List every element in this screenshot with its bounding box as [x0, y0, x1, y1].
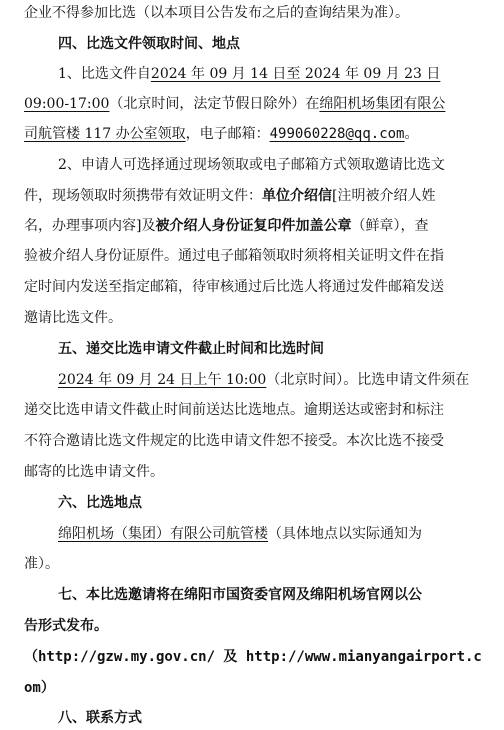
body-line: 定时间内发送至指定邮箱，待审核通过后比选人将通过发件邮箱发送 — [24, 279, 444, 295]
text-span: （北京时间，法定节假日除外）在 — [109, 96, 320, 112]
location-span: 绵阳机场集团有限公 — [319, 96, 446, 112]
body-line — [24, 184, 484, 208]
text-span: （具体地点以实际通知为 — [268, 526, 422, 542]
time-span: 09:00-17:00 — [24, 96, 110, 112]
body-line: 企业不得参加比选（以本项目公告发布之后的查询结果为准）。 — [24, 5, 409, 21]
section-heading-5: 五、递交比选申请文件截止时间和比选时间 — [58, 341, 324, 357]
body-line: 邀请比选文件。 — [24, 310, 122, 326]
email-link[interactable]: 499060228@qq.com — [269, 126, 405, 142]
body-line: 2、申请人可选择通过现场领取或电子邮箱方式领取邀请比选文 — [58, 157, 445, 173]
body-line — [24, 122, 484, 146]
section-heading-7-cont: 告形式发布。 — [24, 618, 108, 634]
body-line — [24, 92, 484, 116]
deadline-span: 2024 年 09 月 24 日上午 10:00 — [58, 372, 267, 388]
body-line — [58, 62, 484, 86]
bold-span: 单位介绍信 — [262, 188, 332, 204]
text-span: 名，办理事项内容]及 — [24, 218, 156, 234]
text-span: （鲜章），查 — [351, 218, 429, 234]
venue-span: 绵阳机场（集团）有限公司航管楼 — [58, 526, 268, 542]
body-line: 准）。 — [24, 556, 59, 572]
text-span: 件，现场领取时须携带有效证明文件： — [24, 188, 262, 204]
section-heading-7: 七、本比选邀请将在绵阳市国资委官网及绵阳机场官网以公 — [58, 587, 422, 603]
section-heading-4: 四、比选文件领取时间、地点 — [58, 36, 240, 52]
text-span: 。 — [404, 126, 419, 142]
body-line — [24, 214, 484, 238]
text-span: 1、比选文件自 — [58, 66, 151, 82]
location-span: 司航管楼 117 办公室领取 — [24, 126, 186, 142]
text-span: ，电子邮箱： — [185, 126, 270, 142]
body-line: 验被介绍人身份证原件。通过电子邮箱领取时须将相关证明文件在指 — [24, 248, 444, 264]
body-line: 递交比选申请文件截止时间前送达比选地点。逾期送达或密封和标注 — [24, 402, 444, 418]
text-span: （北京时间）。比选申请文件须在 — [266, 372, 470, 388]
section-heading-6: 六、比选地点 — [58, 495, 142, 511]
website-links[interactable]: （http://gzw.my.gov.cn/ 及 http://www.mianyangairport.c — [24, 649, 482, 665]
body-line: 邮寄的比选申请文件。 — [24, 464, 164, 480]
body-line — [58, 522, 484, 546]
body-line — [58, 368, 484, 392]
body-line: 不符合邀请比选文件规定的比选申请文件恕不接受。本次比选不接受 — [24, 433, 444, 449]
text-span: [注明被介绍人姓 — [332, 188, 436, 204]
website-links-cont[interactable]: om） — [24, 680, 55, 696]
date-range-span: 2024 年 09 月 14 日至 2024 年 09 月 23 日 — [150, 66, 441, 82]
section-heading-8: 八、联系方式 — [58, 710, 142, 726]
bold-span: 被介绍人身份证复印件加盖公章 — [155, 218, 352, 234]
